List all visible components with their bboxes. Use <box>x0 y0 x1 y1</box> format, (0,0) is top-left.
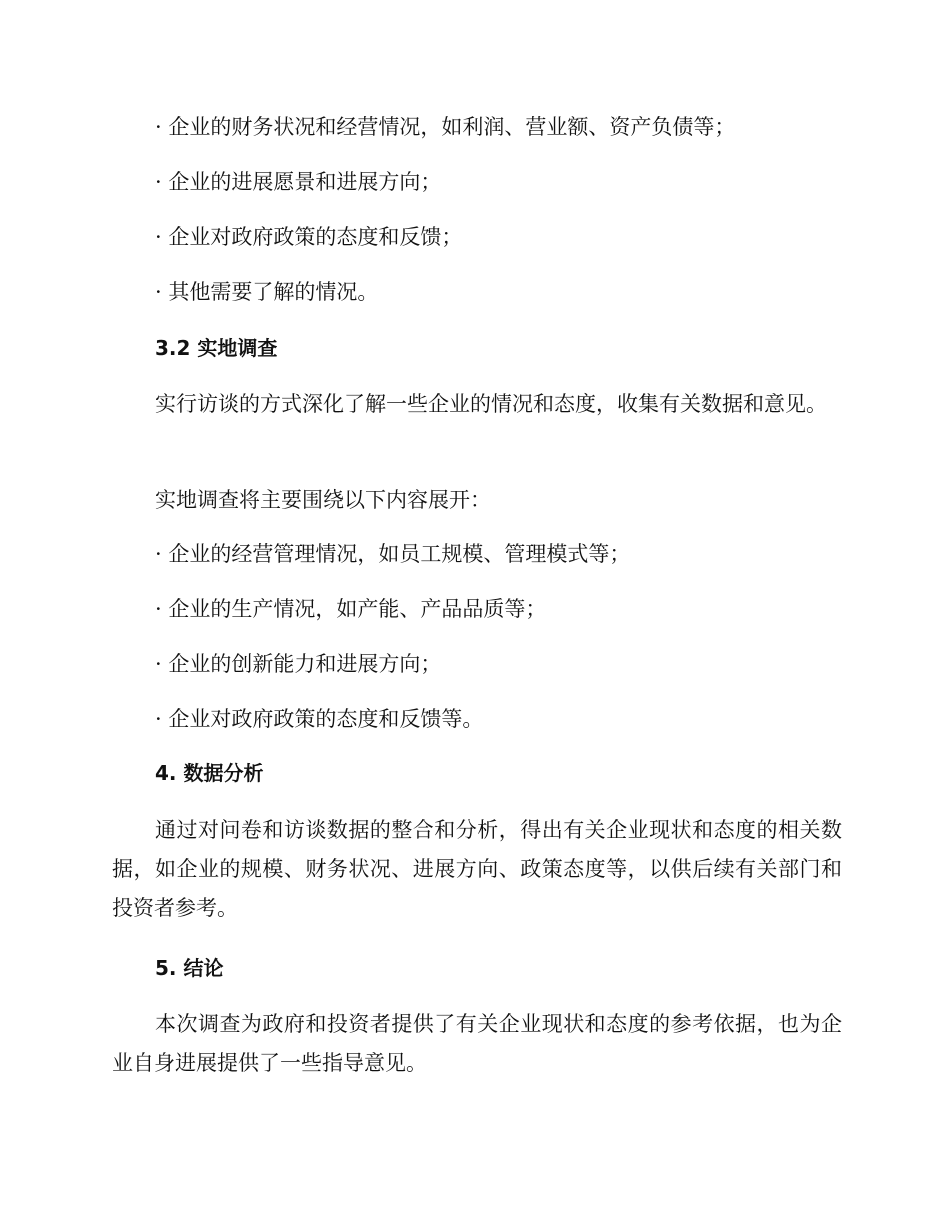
section-heading: 5. 结论 <box>155 956 224 980</box>
section-heading: 3.2 实地调查 <box>155 336 278 360</box>
list-item: · 企业的经营管理情况，如员工规模、管理模式等； <box>155 542 631 566</box>
paragraph: 实地调查将主要围绕以下内容展开： <box>155 488 491 512</box>
list-item: · 其他需要了解的情况。 <box>155 280 379 304</box>
section-heading: 4. 数据分析 <box>155 761 264 785</box>
paragraph: 本次调查为政府和投资者提供了有关企业现状和态度的参考依据，也为企业自身进展提供了一些指导意见。 <box>112 1012 842 1075</box>
list-item: · 企业的进展愿景和进展方向； <box>155 170 442 194</box>
list-item: · 企业的创新能力和进展方向； <box>155 652 442 676</box>
list-item: · 企业对政府政策的态度和反馈； <box>155 225 463 249</box>
list-item: · 企业的生产情况，如产能、产品品质等； <box>155 597 547 621</box>
list-item: · 企业对政府政策的态度和反馈等。 <box>155 707 484 731</box>
paragraph: 实行访谈的方式深化了解一些企业的情况和态度，收集有关数据和意见。 <box>155 392 827 416</box>
list-item: · 企业的财务状况和经营情况，如利润、营业额、资产负债等； <box>155 115 736 139</box>
paragraph: 通过对问卷和访谈数据的整合和分析，得出有关企业现状和态度的相关数据，如企业的规模、财务状况、进展方向、政策态度等，以供后续有关部门和投资者参考。 <box>112 818 842 920</box>
